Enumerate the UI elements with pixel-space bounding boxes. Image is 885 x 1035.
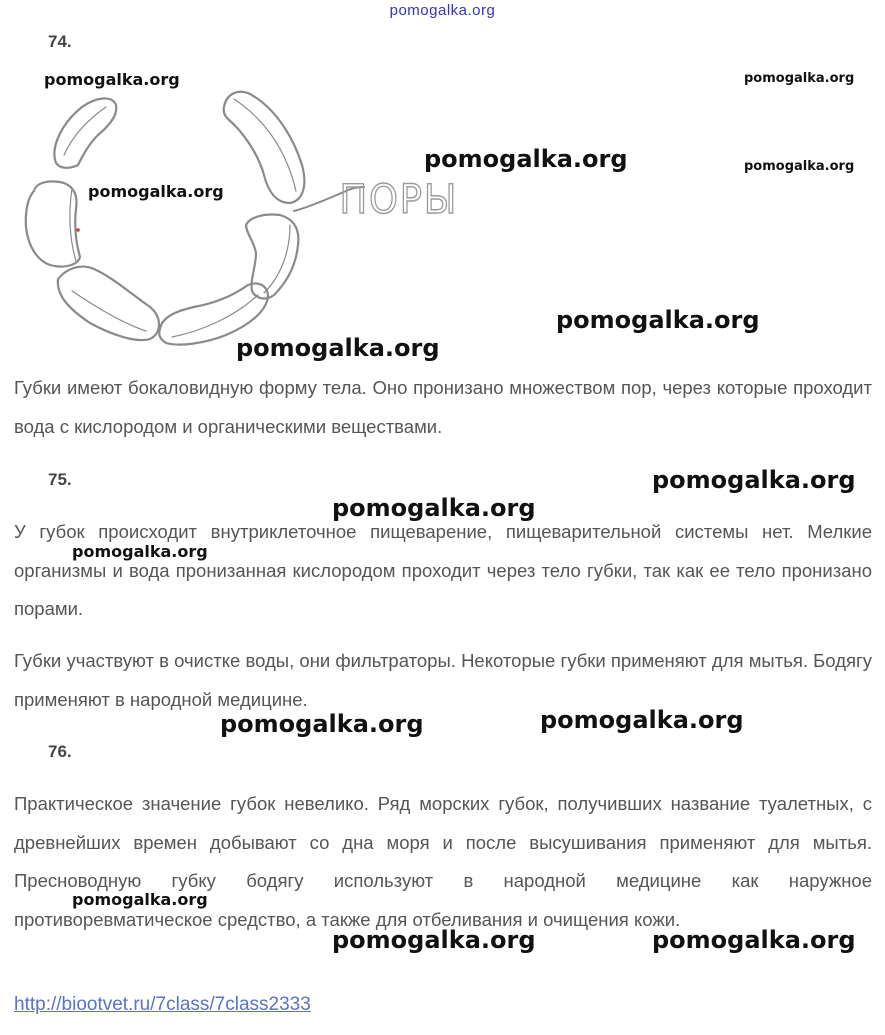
watermark: pomogalka.org xyxy=(332,926,536,954)
watermark: pomogalka.org xyxy=(652,926,856,954)
header-watermark: pomogalka.org xyxy=(389,2,496,19)
watermark: pomogalka.org xyxy=(236,334,440,362)
pigment-dot xyxy=(76,228,80,232)
paragraph-76: Практическое значение губок невелико. Ряд морских губок, получивших название туалетных, с древнейших времен добывают со дна моря и после высушивания применяют для мытья. Пресноводную губку бодягу используют в народной медицине как наружное противоревматическое средство, а также для отбеливания и очищения кожи. xyxy=(14,793,872,930)
wall-segment-top-right xyxy=(224,92,305,203)
watermark: pomogalka.org xyxy=(540,706,744,734)
sponge-wall-segments xyxy=(26,92,364,345)
watermark: pomogalka.org xyxy=(88,182,224,201)
watermark: pomogalka.org xyxy=(220,710,424,738)
figure-label: ПОРЫ xyxy=(339,176,459,224)
watermark: pomogalka.org xyxy=(744,159,855,174)
watermark: pomogalka.org xyxy=(44,70,180,89)
watermark: pomogalka.org xyxy=(556,306,760,334)
section-number-76: 76. xyxy=(48,742,72,761)
paragraph-75a: У губок происходит внутриклеточное пищеварение, пищеварительной системы нет. Мелкие организмы и вода пронизанная кислородом проходит через тело губки, так как ее тело пронизано порами. xyxy=(14,521,872,619)
watermark: pomogalka.org xyxy=(424,145,628,173)
source-link[interactable]: http://biootvet.ru/7class/7class2333 xyxy=(14,994,311,1015)
wall-segment-bottom-left xyxy=(58,267,159,340)
watermark: pomogalka.org xyxy=(72,890,208,909)
watermark: pomogalka.org xyxy=(652,466,856,494)
watermark: pomogalka.org xyxy=(72,542,208,561)
watermark: pomogalka.org xyxy=(744,71,855,86)
paragraph-75b: Губки участвуют в очистке воды, они фильтраторы. Некоторые губки применяют для мытья. Бодягу применяют в народной медицине. xyxy=(14,650,872,710)
section-number-74: 74. xyxy=(48,32,72,51)
section-number-75: 75. xyxy=(48,470,72,489)
paragraph-74: Губки имеют бокаловидную форму тела. Оно пронизано множеством пор, через которые проходит вода с кислородом и органическими веществами. xyxy=(14,377,872,437)
sponge-cross-section-drawing xyxy=(12,85,482,355)
wall-segment-top-left xyxy=(54,98,116,167)
watermark: pomogalka.org xyxy=(332,494,536,522)
